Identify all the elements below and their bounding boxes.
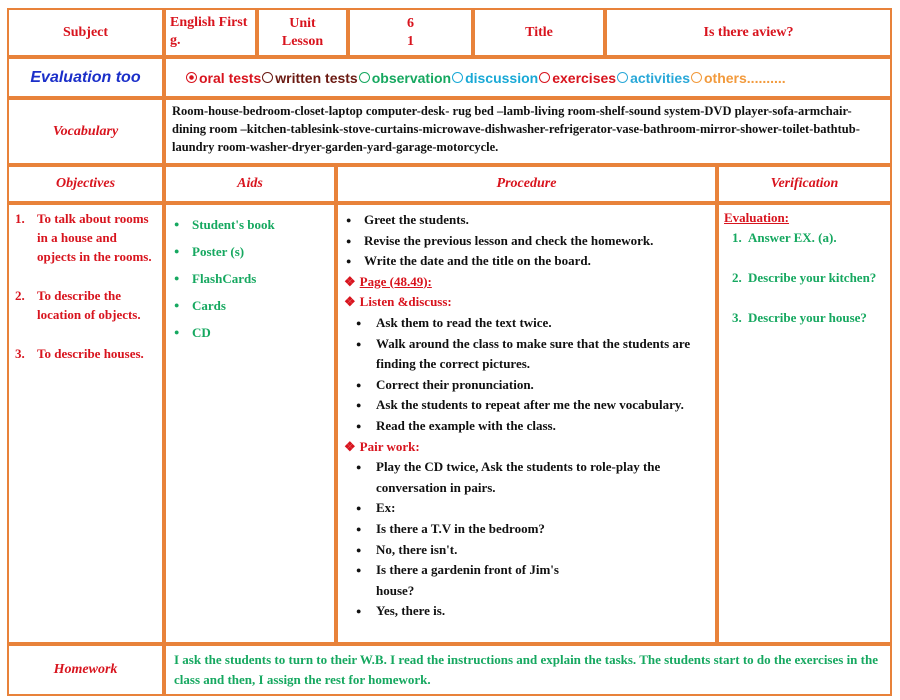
pair-heading (338, 437, 715, 458)
title-label-cell (473, 8, 605, 57)
evaluation-option-label: activities (630, 69, 690, 86)
vocabulary-text: Room-house-bedroom-closet-laptop computer-desk- rug bed –lamb-living room-shelf-sound system-DVD player-sofa-armchair-dining room –kitchen-tablesink-stove-curtains-microwave-dishwasher-refrigerator-vase-bathroom-mirror-shower-toilet-bathtub-laundry room-washer-dryer-garden-yard-garage-motorcycle. (172, 104, 860, 154)
evaluation-option[interactable] (617, 70, 690, 86)
aid-item: ● Cards (166, 292, 334, 319)
vocabulary-label-cell (7, 98, 164, 165)
evaluation-option-label: observation (371, 69, 452, 86)
radio-circle-icon[interactable] (539, 72, 550, 83)
objective-item (15, 209, 158, 266)
procedure-step: ● Yes, there is. (338, 601, 715, 622)
verification-text: Answer EX. (a). (748, 230, 837, 245)
evaluation-option[interactable] (452, 70, 538, 86)
verification-num: 3. (732, 310, 742, 325)
verification-num: 2. (732, 270, 742, 285)
procedure-step: ● Read the example with the class. (338, 416, 715, 437)
verification-item (724, 308, 890, 328)
radio-circle-icon[interactable] (617, 72, 628, 83)
aids-cell (164, 203, 336, 644)
procedure-step: ● Walk around the class to make sure that the students are finding the correct pictures. (338, 334, 715, 375)
procedure-step: ● Correct their pronunciation. (338, 375, 715, 396)
objectives-cell (7, 203, 164, 644)
title-value-cell (605, 8, 892, 57)
pair-heading-text: Pair work: (359, 438, 420, 454)
objectives-header (7, 165, 164, 203)
verification-item (724, 228, 890, 248)
procedure-step: ● Greet the students. (338, 210, 715, 231)
unit-label: Unit (289, 16, 316, 31)
unit-lesson-value-cell (348, 8, 473, 57)
evaluation-option-label: discussion (465, 69, 539, 86)
homework-label: Homework (53, 662, 118, 677)
verification-num: 1. (732, 230, 742, 245)
homework-text-cell (164, 644, 892, 696)
aid-item: ● CD (166, 319, 334, 346)
lesson-label: Lesson (281, 34, 324, 49)
verification-header (717, 165, 892, 203)
objective-text: To talk about rooms in a house and opjects in the rooms. (37, 211, 152, 264)
evaluation-option[interactable] (359, 70, 451, 86)
subject-label: Subject (62, 24, 109, 40)
evaluation-option[interactable] (262, 70, 357, 86)
radio-circle-icon[interactable] (691, 72, 702, 83)
evaluation-label: Evaluation too (30, 68, 141, 86)
procedure-step: ● No, there isn't. (338, 540, 715, 561)
diamond-bullet-icon: ❖ (344, 438, 356, 454)
evaluation-option-label: others.......... (704, 69, 786, 86)
objectives-list (15, 209, 158, 363)
evaluation-option-label: written tests (275, 69, 358, 86)
aid-item: ● Student's book (166, 211, 334, 238)
verification-header-label: Verification (770, 176, 839, 191)
verification-list (724, 228, 890, 328)
procedure-header (336, 165, 717, 203)
page-heading-text: Page (48.49): (359, 273, 432, 289)
procedure-step: ● Ex: (338, 498, 715, 519)
unit-lesson-label-cell (257, 8, 348, 57)
aids-header (164, 165, 336, 203)
subject-value-cell (164, 8, 257, 57)
listen-heading-text: Listen &discuss: (359, 294, 452, 310)
evaluation-label-cell (7, 57, 164, 98)
verification-heading: Evaluation: (724, 210, 790, 225)
aid-item: ● FlashCards (166, 265, 334, 292)
title-value: Is there aview? (703, 24, 794, 40)
procedure-step: ● Ask them to read the text twice. (338, 313, 715, 334)
aid-item: ● Poster (s) (166, 238, 334, 265)
diamond-bullet-icon: ❖ (344, 273, 356, 289)
radio-circle-icon[interactable] (452, 72, 463, 83)
page-heading (338, 272, 715, 293)
vocabulary-label: Vocabulary (52, 123, 119, 139)
verification-item (724, 268, 890, 288)
diamond-bullet-icon: ❖ (344, 294, 356, 310)
evaluation-option[interactable] (186, 70, 261, 86)
objective-item (15, 344, 158, 363)
radio-circle-icon[interactable] (359, 72, 370, 83)
evaluation-option[interactable] (539, 70, 616, 86)
aids-list (166, 211, 334, 346)
procedure-header-label: Procedure (496, 176, 557, 191)
title-label: Title (525, 24, 553, 40)
unit-value: 6 (407, 16, 414, 31)
evaluation-option-label: oral tests (199, 69, 262, 86)
objective-item (15, 286, 158, 324)
evaluation-option-label: exercises (552, 69, 617, 86)
lesson-value: 1 (407, 34, 414, 49)
objective-text: To describe the location of objects. (37, 288, 141, 322)
procedure-step: ● Is there a T.V in the bedroom? (338, 519, 715, 540)
evaluation-options (164, 57, 892, 98)
verification-text: Describe your kitchen? (748, 270, 877, 285)
radio-circle-icon[interactable] (186, 72, 197, 83)
objective-num: 1. (15, 211, 25, 226)
verification-cell (717, 203, 892, 644)
listen-heading (338, 292, 715, 313)
objective-text: To describe houses. (37, 346, 144, 361)
procedure-step: ● Revise the previous lesson and check the homework. (338, 231, 715, 252)
procedure-step: ● Write the date and the title on the board. (338, 251, 715, 272)
subject-value: English First g. (170, 15, 248, 48)
homework-text: I ask the students to turn to their W.B. I read the instructions and explain the tasks. The students start to do the exercises in the class and then, I assign the rest for homework. (174, 652, 878, 687)
verification-text: Describe your house? (748, 310, 867, 325)
objective-num: 3. (15, 346, 25, 361)
evaluation-option[interactable] (691, 70, 786, 86)
procedure-step: ● Ask the students to repeat after me the new vocabulary. (338, 395, 715, 416)
procedure-cell (336, 203, 717, 644)
procedure-step: ● Play the CD twice, Ask the students to role-play the conversation in pairs. (338, 457, 715, 498)
procedure-step: ● Is there a gardenin front of Jim's house? (338, 560, 715, 601)
objective-num: 2. (15, 288, 25, 303)
objectives-header-label: Objectives (55, 176, 116, 191)
subject-label-cell (7, 8, 164, 57)
aids-header-label: Aids (237, 176, 263, 191)
vocabulary-text-cell (164, 98, 892, 165)
homework-label-cell (7, 644, 164, 696)
radio-circle-icon[interactable] (262, 72, 273, 83)
